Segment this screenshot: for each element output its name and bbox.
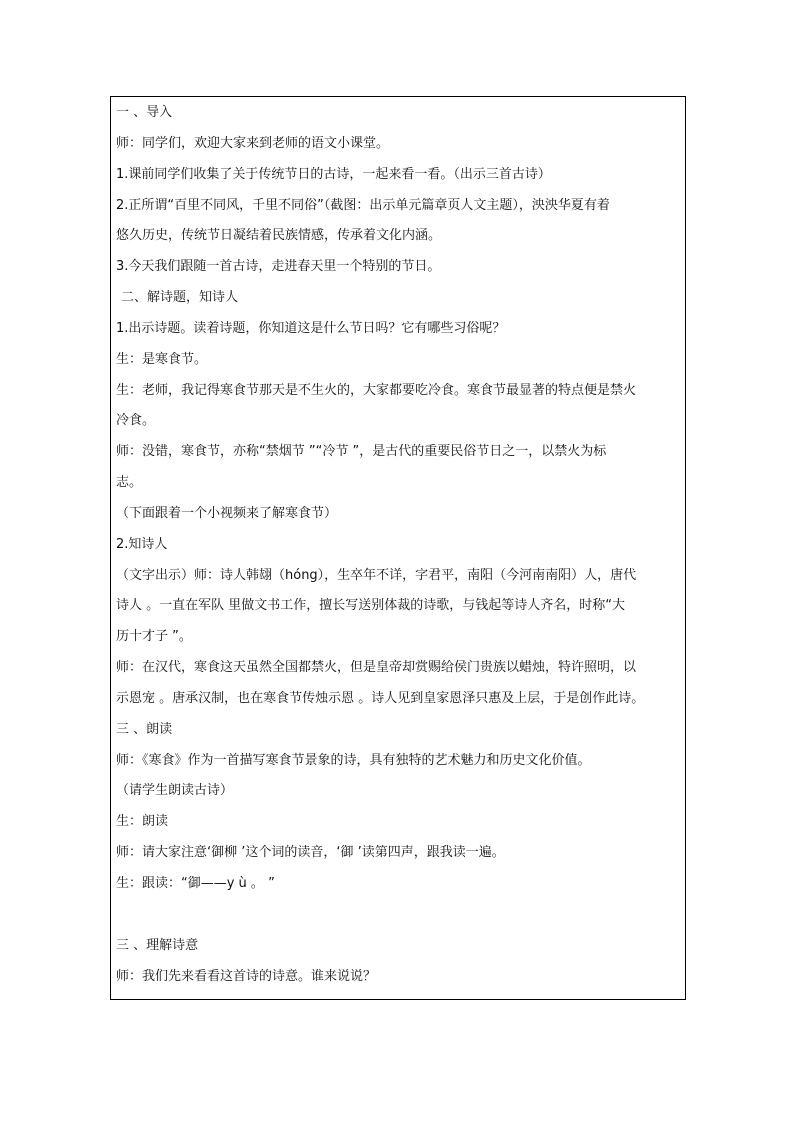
paragraph-continuation: 示恩宠 。唐承汉制，也在寒食节传烛示恩 。诗人见到皇家恩泽只惠及上层，于是创作此诗。 xyxy=(116,691,645,706)
paragraph: 1.课前同学们收集了关于传统节日的古诗，一起来看一看。（出示三首古诗） xyxy=(116,167,551,182)
subheading-poet: 2.知诗人 xyxy=(116,537,168,552)
paragraph: （文字出示）师：诗人韩翃（hóng），生卒年不详，字君平，南阳（今河南南阳）人，唐代 xyxy=(116,568,637,583)
paragraph: （请学生朗读古诗） xyxy=(116,783,234,798)
paragraph: 生：跟读：“御——y ù 。 ” xyxy=(116,876,275,891)
paragraph: 师：在汉代，寒食这天虽然全国都禁火，但是皇帝却赏赐给侯门贵族以蜡烛，特许照明，以 xyxy=(116,660,637,675)
paragraph-continuation: 历十才子 ”。 xyxy=(116,629,192,644)
section-heading-intro: 一 、导入 xyxy=(116,105,173,120)
paragraph-continuation: 志。 xyxy=(116,475,143,490)
paragraph: 师：没错，寒食节，亦称“禁烟节 ”“冷节 ”，是古代的重要民俗节日之一，以禁火为标 xyxy=(116,444,607,459)
paragraph: 2.正所谓“百里不同风，千里不同俗”（截图：出示单元篇章页人文主题），泱泱华夏有着 xyxy=(116,198,610,213)
section-heading-poem-title: 二、解诗题，知诗人 xyxy=(121,290,239,305)
paragraph-continuation: 冷食。 xyxy=(116,413,156,428)
paragraph: 生：朗读 xyxy=(116,814,169,829)
paragraph: 师：请大家注意‘御柳 ’这个词的读音，‘御 ’读第四声，跟我读一遍。 xyxy=(116,845,505,860)
paragraph: 生：是寒食节。 xyxy=(116,352,208,367)
paragraph: 1.出示诗题。读着诗题，你知道这是什么节日吗？它有哪些习俗呢？ xyxy=(116,321,506,336)
paragraph: 生：老师，我记得寒食节那天是不生火的，大家都要吃冷食。寒食节最显著的特点便是禁火 xyxy=(116,383,637,398)
paragraph: 师：我们先来看看这首诗的诗意。谁来说说？ xyxy=(116,969,377,984)
paragraph: 3.今天我们跟随一首古诗，走进春天里一个特别的节日。 xyxy=(116,259,441,274)
paragraph-continuation: 诗人 。一直在军队 里做文书工作，擅长写送别体裁的诗歌，与钱起等诗人齐名，时称“大 xyxy=(116,598,626,613)
paragraph: （下面跟着一个小视频来了解寒食节） xyxy=(116,506,338,521)
paragraph: 师：《寒食》作为一首描写寒食节景象的诗，具有独特的艺术魅力和历史文化价值。 xyxy=(116,753,591,768)
section-heading-meaning: 三 、理解诗意 xyxy=(116,938,199,953)
section-heading-reading: 三 、朗读 xyxy=(116,722,173,737)
paragraph: 师：同学们，欢迎大家来到老师的语文小课堂。 xyxy=(116,136,390,151)
paragraph-continuation: 悠久历史，传统节日凝结着民族情感，传承着文化内涵。 xyxy=(116,228,442,243)
